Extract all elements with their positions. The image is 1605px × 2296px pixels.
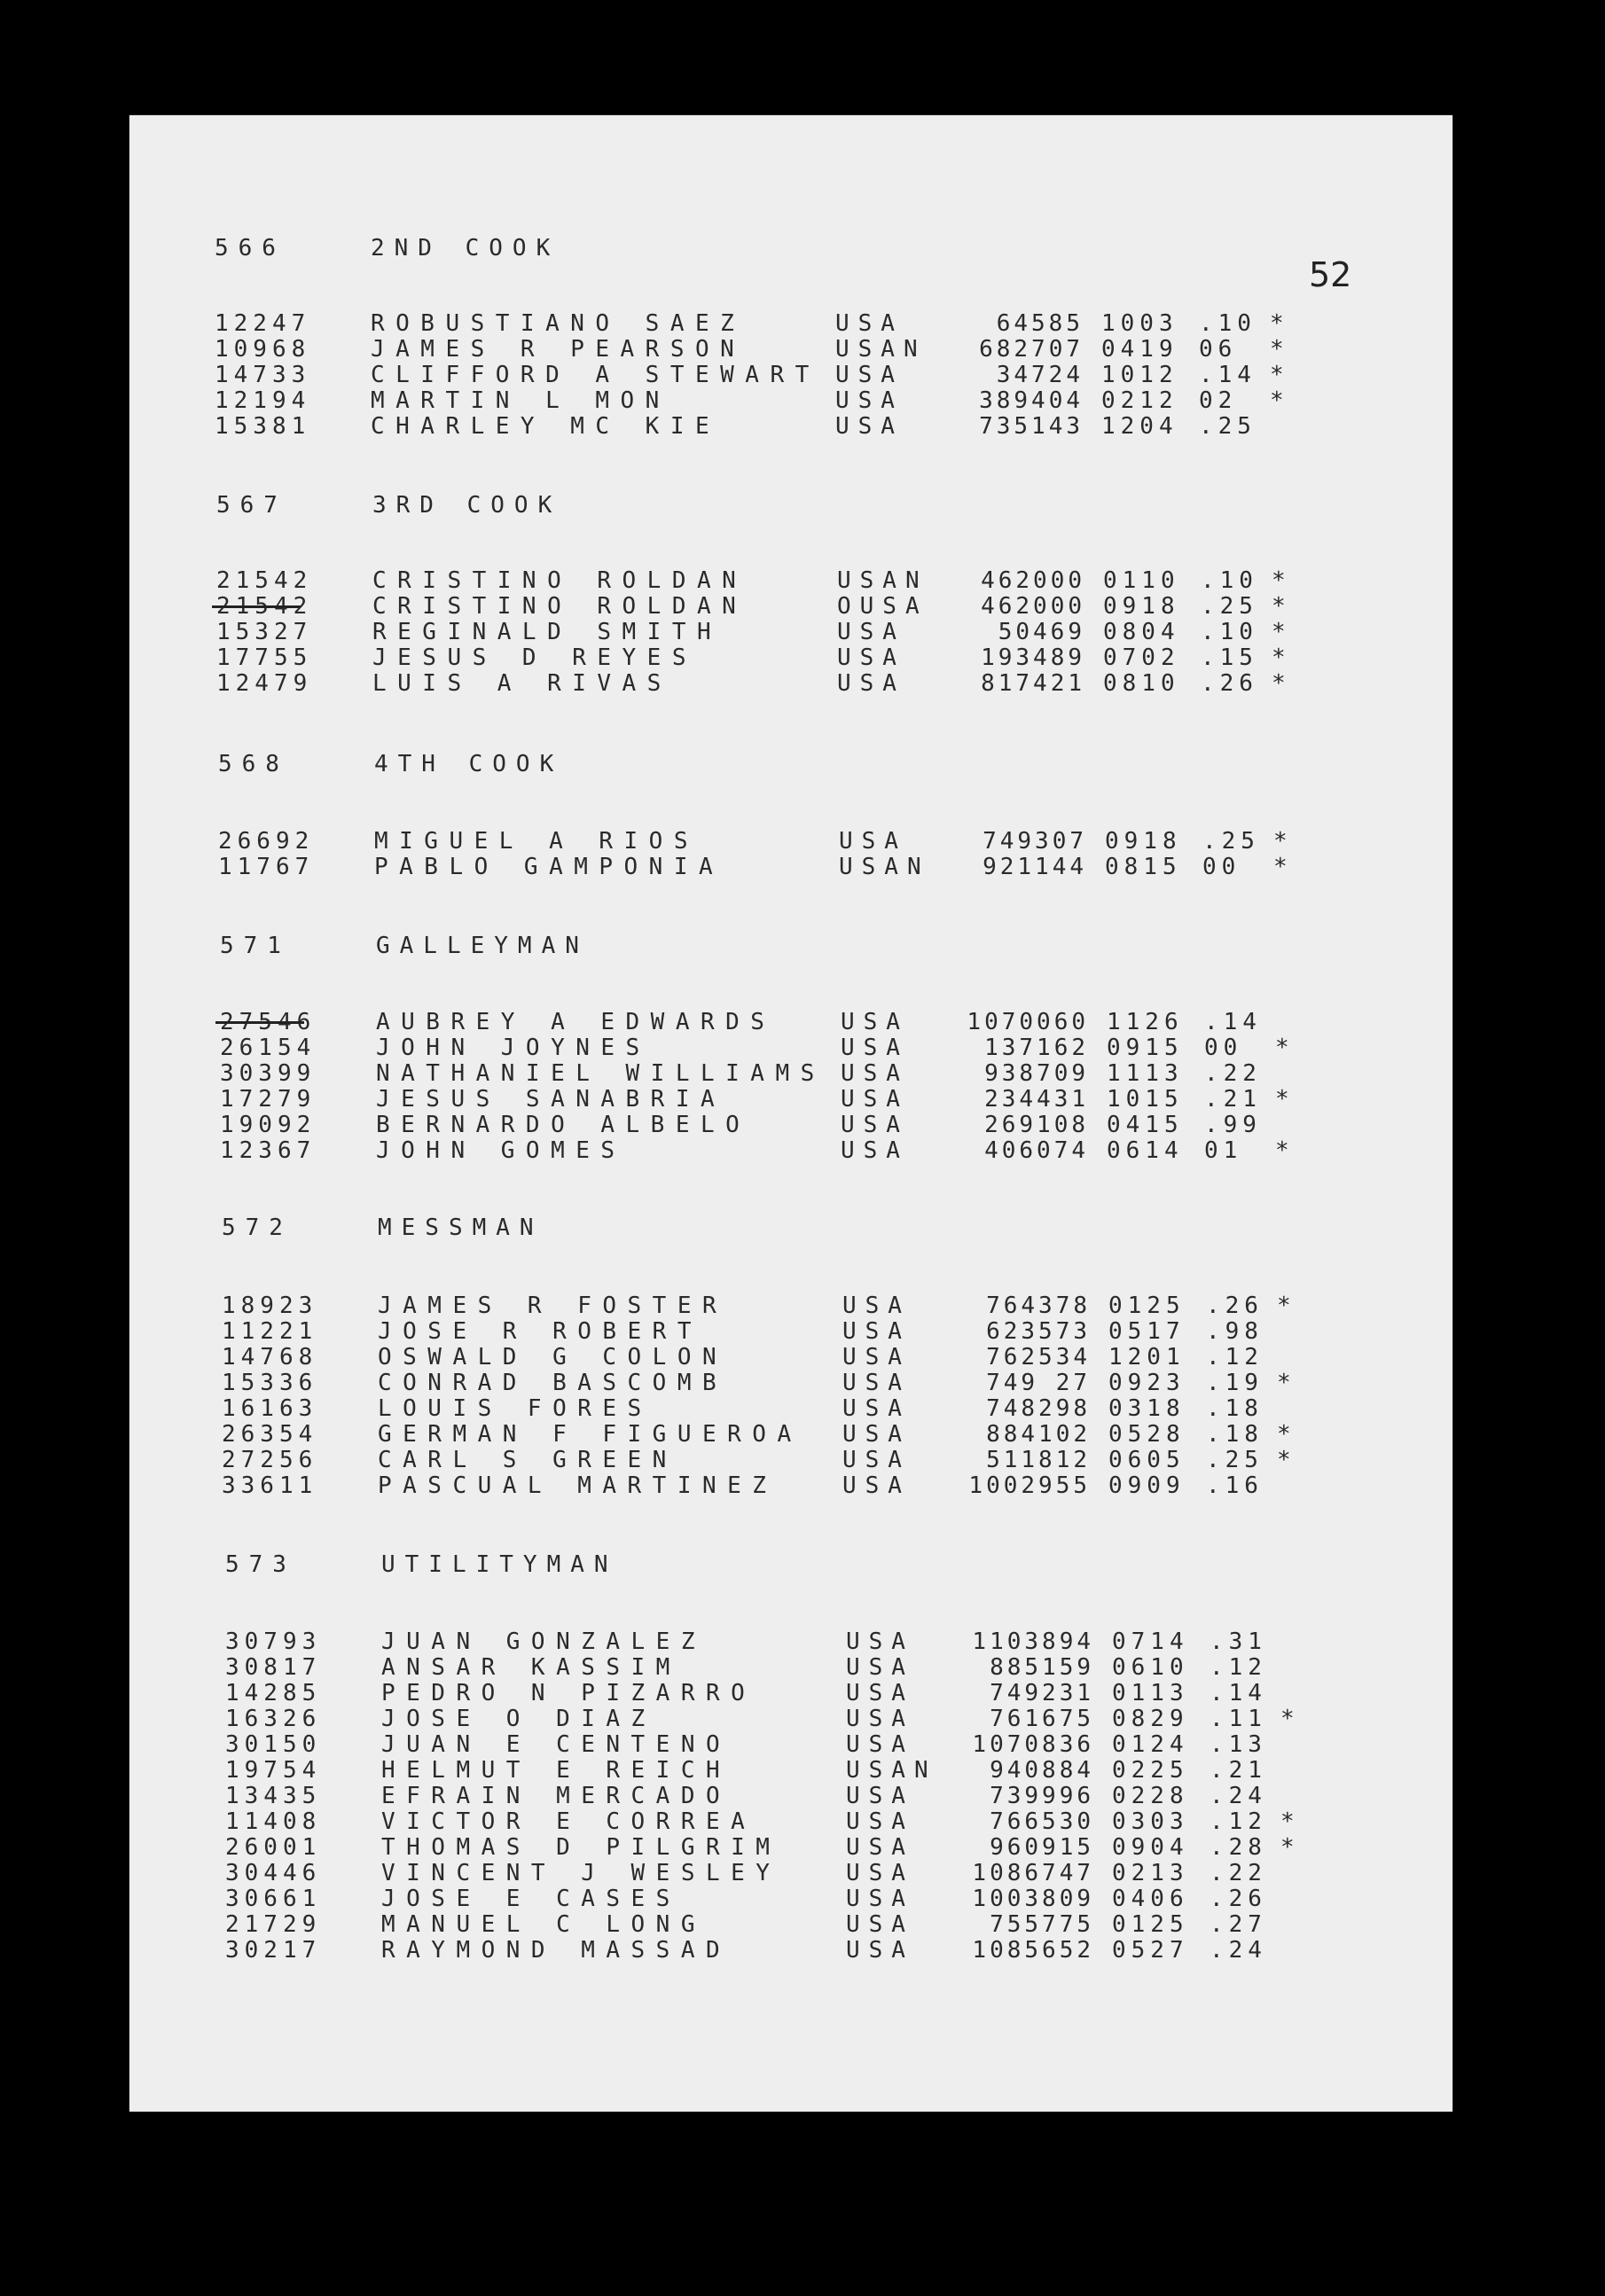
citizenship: USA [846,1706,914,1732]
seaman-name: LOUIS FORES [378,1395,653,1422]
document-number: 749307 [983,828,1087,855]
citizenship: USA [835,310,904,337]
seaman-name: CHARLEY MC KIE [371,413,721,440]
seaman-name: EFRAIN MERCADO [381,1783,732,1809]
date-code: 0614 [1107,1137,1184,1164]
citizenship: OUSA [837,593,928,620]
citizenship: USA [842,1395,911,1422]
rate-value: .21 [1210,1757,1267,1784]
section-code: 568 [218,751,289,777]
rate-value: .14 [1210,1680,1267,1706]
date-code: 0714 [1112,1628,1189,1655]
citizenship: USA [841,1035,909,1061]
rate-value: .22 [1204,1060,1262,1087]
date-code: 0915 [1107,1035,1184,1061]
section-code: 566 [215,235,286,262]
document-number: 938709 [984,1060,1089,1087]
seaman-name: JAMES R PEARSON [371,336,746,363]
seaman-id: 21729 [225,1911,322,1938]
citizenship: USA [837,644,905,671]
date-code: 0213 [1112,1860,1189,1886]
document-number: 921144 [983,854,1087,880]
rate-value: .99 [1204,1112,1262,1138]
seaman-id: 30217 [225,1937,322,1964]
date-code: 0415 [1107,1112,1184,1138]
citizenship: USA [846,1834,914,1861]
seaman-name: NATHANIEL WILLIAMS [376,1060,826,1087]
asterisk-mark: * [1272,593,1286,620]
rate-value: .26 [1206,1292,1264,1319]
seaman-name: JUAN GONZALEZ [381,1628,706,1655]
citizenship: USA [842,1318,911,1345]
date-code: 1113 [1107,1060,1184,1087]
section-code: 572 [222,1214,293,1241]
date-code: 1015 [1107,1086,1184,1113]
rate-value: .10 [1201,619,1258,645]
document-number: 1003809 [972,1886,1094,1912]
document-number: 623573 [986,1318,1091,1345]
document-number: 682707 [979,336,1084,363]
asterisk-mark: * [1272,619,1286,645]
seaman-name: CARL S GREEN [378,1447,677,1473]
citizenship: USA [841,1060,909,1087]
seaman-name: REGINALD SMITH [372,619,723,645]
citizenship: USA [846,1860,914,1886]
date-code: 0228 [1112,1783,1189,1809]
rate-value: .26 [1201,670,1258,697]
citizenship: USA [846,1654,914,1681]
document-number: 389404 [979,387,1084,414]
document-number: 766530 [990,1808,1094,1835]
rate-value: .10 [1201,567,1258,594]
citizenship: USA [846,1808,914,1835]
seaman-name: JUAN E CENTENO [381,1731,732,1758]
rate-value: .12 [1206,1344,1264,1371]
citizenship: USA [842,1472,911,1499]
document-number: 1085652 [972,1937,1094,1964]
seaman-name: LUIS A RIVAS [372,670,672,697]
citizenship: USA [835,362,904,388]
document-number: 406074 [984,1137,1089,1164]
seaman-id: 30793 [225,1628,322,1655]
seaman-name: JESUS SANABRIA [376,1086,726,1113]
seaman-name: PABLO GAMPONIA [374,854,724,880]
seaman-id: 26692 [218,828,315,855]
document-number: 739996 [990,1783,1094,1809]
asterisk-mark: * [1277,1421,1291,1448]
citizenship: USAN [839,854,930,880]
rate-value: .18 [1206,1421,1264,1448]
document-number: 885159 [990,1654,1094,1681]
seaman-name: HELMUT E REICH [381,1757,732,1784]
seaman-name: PASCUAL MARTINEZ [378,1472,778,1499]
asterisk-mark: * [1272,644,1286,671]
seaman-id: 12194 [215,387,311,414]
citizenship: USA [846,1680,914,1706]
seaman-id: 19754 [225,1757,322,1784]
seaman-id: 14733 [215,362,311,388]
asterisk-mark: * [1277,1370,1291,1396]
date-code: 1003 [1101,310,1178,337]
seaman-name: OSWALD G COLON [378,1344,728,1371]
rate-value: .31 [1210,1628,1267,1655]
rate-value: .15 [1201,644,1258,671]
rate-value: .14 [1199,362,1257,388]
date-code: 0918 [1103,593,1180,620]
asterisk-mark: * [1275,1035,1289,1061]
date-code: 0528 [1108,1421,1186,1448]
citizenship: USA [846,1911,914,1938]
date-code: 0610 [1112,1654,1189,1681]
document-number: 234431 [984,1086,1089,1113]
asterisk-mark: * [1273,854,1288,880]
date-code: 0918 [1105,828,1182,855]
rate-value: .19 [1206,1370,1264,1396]
document-number: 1086747 [972,1860,1094,1886]
seaman-name: BERNARDO ALBELO [376,1112,751,1138]
document-number: 761675 [990,1706,1094,1732]
seaman-id: 11767 [218,854,315,880]
document-number: 193489 [981,644,1085,671]
citizenship: USA [841,1086,909,1113]
seaman-name: MIGUEL A RIOS [374,828,699,855]
date-code: 0909 [1108,1472,1186,1499]
seaman-id: 18923 [222,1292,318,1319]
asterisk-mark: * [1280,1706,1295,1732]
seaman-name: JOSE E CASES [381,1886,681,1912]
rate-value: .25 [1201,593,1258,620]
seaman-name: CRISTINO ROLDAN [372,567,748,594]
date-code: 0419 [1101,336,1178,363]
citizenship: USAN [837,567,928,594]
seaman-id: 21542 [216,593,313,620]
seaman-id: 10968 [215,336,311,363]
seaman-name: MANUEL C LONG [381,1911,706,1938]
date-code: 0527 [1112,1937,1189,1964]
seaman-id: 26154 [220,1035,317,1061]
seaman-id: 30446 [225,1860,322,1886]
rate-value: 06 [1199,336,1238,363]
asterisk-mark: * [1277,1447,1291,1473]
document-number: 884102 [986,1421,1091,1448]
seaman-id: 30399 [220,1060,317,1087]
seaman-name: JOSE O DIAZ [381,1706,656,1732]
date-code: 0406 [1112,1886,1189,1912]
date-code: 0125 [1112,1911,1189,1938]
seaman-id: 27256 [222,1447,318,1473]
rate-value: .22 [1210,1860,1267,1886]
seaman-name: CLIFFORD A STEWART [371,362,820,388]
date-code: 0517 [1108,1318,1186,1345]
date-code: 1201 [1108,1344,1186,1371]
rate-value: 02 [1199,387,1238,414]
citizenship: USA [839,828,907,855]
rate-value: .27 [1210,1911,1267,1938]
seaman-name: GERMAN F FIGUEROA [378,1421,802,1448]
seaman-id: 30150 [225,1731,322,1758]
date-code: 1204 [1101,413,1178,440]
rate-value: .16 [1206,1472,1264,1499]
document-number: 462000 [981,593,1085,620]
citizenship: USA [841,1112,909,1138]
document-page [129,115,1452,2112]
seaman-name: AUBREY A EDWARDS [376,1009,776,1035]
date-code: 0113 [1112,1680,1189,1706]
document-number: 755775 [990,1911,1094,1938]
seaman-id: 21542 [216,567,313,594]
seaman-id: 16163 [222,1395,318,1422]
rate-value: 00 [1204,1035,1243,1061]
rate-value: .14 [1204,1009,1262,1035]
seaman-id: 16326 [225,1706,322,1732]
rate-value: .10 [1199,310,1257,337]
seaman-id: 14285 [225,1680,322,1706]
date-code: 0605 [1108,1447,1186,1473]
seaman-id: 15327 [216,619,313,645]
rate-value: .26 [1210,1886,1267,1912]
citizenship: USAN [835,336,927,363]
asterisk-mark: * [1270,336,1284,363]
rate-value: .24 [1210,1937,1267,1964]
citizenship: USA [846,1628,914,1655]
document-number: 960915 [990,1834,1094,1861]
seaman-id: 13435 [225,1783,322,1809]
document-number: 462000 [981,567,1085,594]
citizenship: USA [835,413,904,440]
seaman-id: 14768 [222,1344,318,1371]
document-number: 137162 [984,1035,1089,1061]
document-number: 749231 [990,1680,1094,1706]
document-number: 50469 [998,619,1085,645]
document-number: 817421 [981,670,1085,697]
date-code: 0225 [1112,1757,1189,1784]
asterisk-mark: * [1280,1808,1295,1835]
rate-value: .28 [1210,1834,1267,1861]
rate-value: .12 [1210,1808,1267,1835]
section-title: 3RD COOK [372,492,562,519]
document-number: 34724 [996,362,1084,388]
seaman-id: 26001 [225,1834,322,1861]
date-code: 0810 [1103,670,1180,697]
seaman-name: JAMES R FOSTER [378,1292,728,1319]
document-number: 1002955 [968,1472,1091,1499]
date-code: 1012 [1101,362,1178,388]
document-number: 1070060 [967,1009,1089,1035]
seaman-name: JESUS D REYES [372,644,697,671]
section-title: 2ND COOK [371,235,560,262]
seaman-id: 12247 [215,310,311,337]
asterisk-mark: * [1272,567,1286,594]
date-code: 0815 [1105,854,1182,880]
date-code: 0124 [1112,1731,1189,1758]
seaman-id: 26354 [222,1421,318,1448]
document-number: 748298 [986,1395,1091,1422]
page-number: 52 [1309,255,1352,294]
seaman-name: ANSAR KASSIM [381,1654,681,1681]
citizenship: USA [842,1447,911,1473]
rate-value: .24 [1210,1783,1267,1809]
section-title: GALLEYMAN [376,933,589,959]
date-code: 0923 [1108,1370,1186,1396]
citizenship: USA [846,1731,914,1758]
section-title: UTILITYMAN [381,1551,618,1578]
document-number: 1103894 [972,1628,1094,1655]
date-code: 0212 [1101,387,1178,414]
seaman-name: RAYMOND MASSAD [381,1937,732,1964]
seaman-name: CRISTINO ROLDAN [372,593,748,620]
date-code: 0110 [1103,567,1180,594]
rate-value: .21 [1204,1086,1262,1113]
seaman-id: 27546 [220,1009,317,1035]
seaman-name: JOSE R ROBERT [378,1318,702,1345]
seaman-id: 30661 [225,1886,322,1912]
section-code: 571 [220,933,291,959]
rate-value: .18 [1206,1395,1264,1422]
seaman-id: 15336 [222,1370,318,1396]
asterisk-mark: * [1275,1086,1289,1113]
citizenship: USA [846,1783,914,1809]
date-code: 0702 [1103,644,1180,671]
document-number: 269108 [984,1112,1089,1138]
citizenship: USA [846,1937,914,1964]
seaman-name: MARTIN L MON [371,387,670,414]
document-number: 1070836 [972,1731,1094,1758]
citizenship: USA [837,670,905,697]
seaman-id: 30817 [225,1654,322,1681]
asterisk-mark: * [1272,670,1286,697]
citizenship: USA [842,1370,911,1396]
rate-value: .25 [1199,413,1257,440]
section-title: 4TH COOK [374,751,564,777]
seaman-id: 17279 [220,1086,317,1113]
seaman-id: 12479 [216,670,313,697]
seaman-name: PEDRO N PIZARRO [381,1680,756,1706]
rate-value: .98 [1206,1318,1264,1345]
seaman-name: CONRAD BASCOMB [378,1370,728,1396]
rate-value: 01 [1204,1137,1243,1164]
citizenship: USA [842,1292,911,1319]
rate-value: .25 [1206,1447,1264,1473]
section-code: 567 [216,492,287,519]
rate-value: 00 [1202,854,1241,880]
date-code: 0829 [1112,1706,1189,1732]
document-number: 511812 [986,1447,1091,1473]
document-number: 762534 [986,1344,1091,1371]
date-code: 0125 [1108,1292,1186,1319]
asterisk-mark: * [1275,1137,1289,1164]
asterisk-mark: * [1270,387,1284,414]
seaman-id: 11408 [225,1808,322,1835]
rate-value: .25 [1202,828,1260,855]
rate-value: .11 [1210,1706,1267,1732]
seaman-name: ROBUSTIANO SAEZ [371,310,746,337]
seaman-id: 12367 [220,1137,317,1164]
rate-value: .13 [1210,1731,1267,1758]
date-code: 0318 [1108,1395,1186,1422]
seaman-name: VICTOR E CORREA [381,1808,756,1835]
citizenship: USA [835,387,904,414]
date-code: 0303 [1112,1808,1189,1835]
citizenship: USA [841,1009,909,1035]
asterisk-mark: * [1280,1834,1295,1861]
citizenship: USA [842,1344,911,1371]
citizenship: USA [837,619,905,645]
seaman-id: 17755 [216,644,313,671]
citizenship: USAN [846,1757,937,1784]
asterisk-mark: * [1270,310,1284,337]
document-number: 940884 [990,1757,1094,1784]
seaman-name: THOMAS D PILGRIM [381,1834,781,1861]
seaman-name: JOHN JOYNES [376,1035,651,1061]
seaman-name: VINCENT J WESLEY [381,1860,781,1886]
citizenship: USA [842,1421,911,1448]
seaman-id: 11221 [222,1318,318,1345]
document-number: 764378 [986,1292,1091,1319]
document-number: 735143 [979,413,1084,440]
citizenship: USA [846,1886,914,1912]
asterisk-mark: * [1277,1292,1291,1319]
seaman-id: 33611 [222,1472,318,1499]
date-code: 0904 [1112,1834,1189,1861]
seaman-name: JOHN GOMES [376,1137,626,1164]
citizenship: USA [841,1137,909,1164]
asterisk-mark: * [1273,828,1288,855]
seaman-id: 19092 [220,1112,317,1138]
section-code: 573 [225,1551,296,1578]
document-number: 64585 [996,310,1084,337]
asterisk-mark: * [1270,362,1284,388]
seaman-id: 15381 [215,413,311,440]
date-code: 0804 [1103,619,1180,645]
rate-value: .12 [1210,1654,1267,1681]
document-number: 749 27 [986,1370,1091,1396]
date-code: 1126 [1107,1009,1184,1035]
section-title: MESSMAN [378,1214,544,1241]
